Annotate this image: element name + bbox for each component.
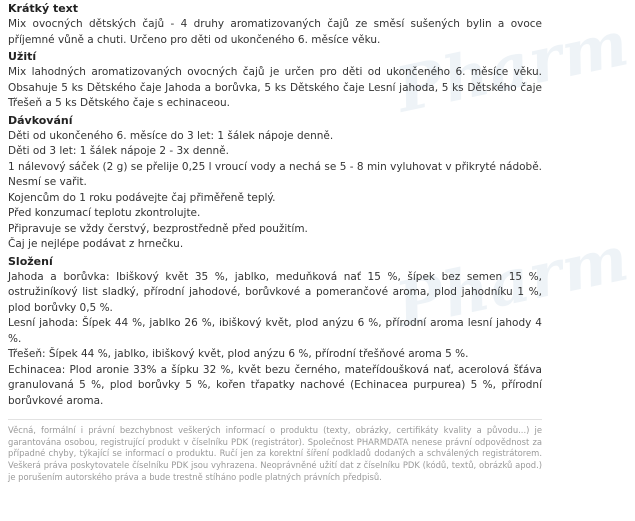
dosage-line: Čaj je nejlépe podávat z hrnečku.	[8, 238, 184, 250]
dosage-heading: Dávkování	[8, 113, 73, 127]
composition-section	[8, 253, 542, 410]
pharmdata-watermark: Pharm	[389, 6, 635, 127]
composition-item: Jahoda a borůvka: Ibiškový květ 35 %, jablko, meduňková nať 15 %, šípek bez semen 15 %, ostružiníkový list sladký, přírodní jahodové, borůvkové a pomerančové aroma, plod jahodníku 1 %, plod borůvky 0,5 %.	[8, 270, 542, 314]
usage-heading: Užití	[8, 50, 37, 63]
composition-item: Echinacea: Plod aronie 33% a šípku 32 %, květ bezu černého, mateřídoušková nať, acerolová šťáva granulovaná 5 %, plod borůvky 5 %, kořen třapatky nachové (Echinacea purpurea) 5 %, přírodní borůvkové aroma.	[8, 363, 542, 407]
dosage-section	[8, 112, 542, 253]
short-text-heading: Krátký text	[8, 2, 79, 15]
dosage-line: Kojencům do 1 roku podávejte čaj přiměřeně teplý.	[8, 191, 276, 204]
dosage-line: Připravuje se vždy čerstvý, bezprostředně před použitím.	[8, 222, 308, 235]
usage-section	[8, 48, 542, 112]
legal-disclaimer: Věcná, formální i právní bezchybnost veškerých informací o produktu (texty, obrázky, certifikáty kvality a původu...) je garantována osobou, registrující produkt v číselníku PDK (registrátor). Společnost PHARMDATA nenese právní odpovědnost za případné chyby, týkající se informací o produktu. Ručí jen za korektní šíření podkladů dodaných a schválených registrátorem. Veškerá práva poskytovatele číselníku PDK jsou vyhrazena. Neoprávněné užití dat z číselníku PDK (kódů, textů, obrázků apod.) je porušením autorského práva a bude trestně stíháno podle platných právních předpisů.	[8, 419, 542, 484]
dosage-line: 1 nálevový sáček (2 g) se přelije 0,25 l vroucí vody a nechá se 5 - 8 min vyluhovat v přikryté nádobě. Nesmí se vařit.	[8, 160, 542, 188]
pharmdata-watermark: Pharm	[389, 221, 635, 342]
short-text-section	[8, 0, 542, 48]
dosage-line: Před konzumací teplotu zkontrolujte.	[8, 207, 201, 219]
usage-body: Mix lahodných aromatizovaných ovocných čajů je určen pro děti od ukončeného 6. měsíce věku. Obsahuje 5 ks Dětského čaje Jahoda a borůvka, 5 ks Dětského čaje Lesní jahoda, 5 ks Dětského čaje Třešeň a 5 ks Dětského čaje s echinaceou.	[8, 66, 542, 109]
short-text-body: Mix ovocných dětských čajů - 4 druhy aromatizovaných čajů ze směsí sušených bylin a ovoce příjemné vůně a chuti. Určeno pro děti od ukončeného 6. měsíce věku.	[8, 18, 542, 46]
composition-item: Třešeň: Šípek 44 %, jablko, ibiškový květ, plod anýzu 6 %, přírodní třešňové aroma 5 %.	[8, 348, 469, 360]
composition-heading: Složení	[8, 254, 53, 268]
dosage-line: Děti od ukončeného 6. měsíce do 3 let: 1 šálek nápoje denně.	[8, 129, 334, 142]
product-content	[8, 0, 542, 484]
dosage-line: Děti od 3 let: 1 šálek nápoje 2 - 3x denně.	[8, 145, 229, 157]
composition-item: Lesní jahoda: Šípek 44 %, jablko 26 %, ibiškový květ, plod anýzu 6 %, přírodní aroma lesní jahody 4 %.	[8, 317, 542, 345]
